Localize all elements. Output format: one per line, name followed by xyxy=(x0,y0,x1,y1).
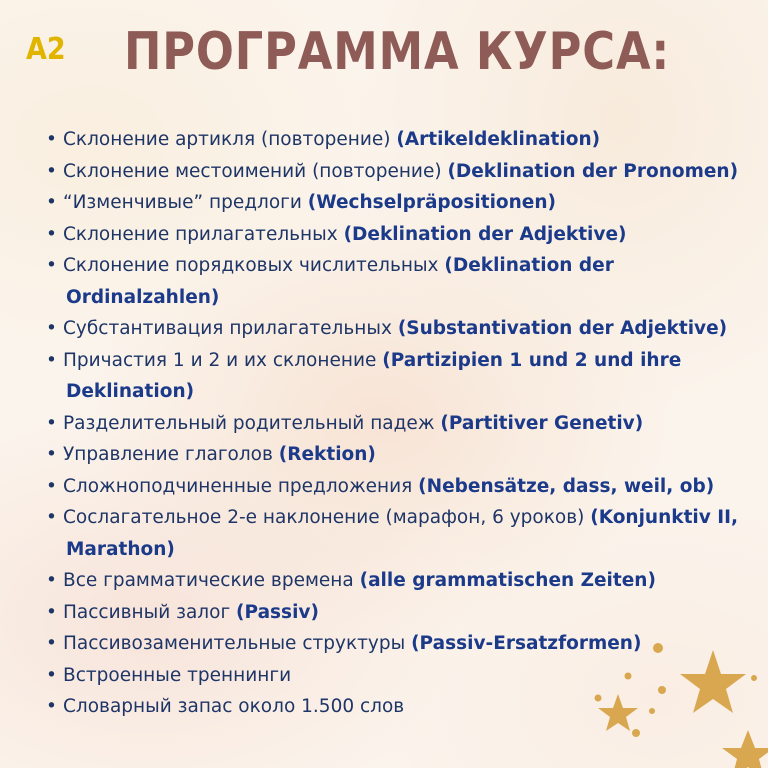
star-icon xyxy=(680,650,746,713)
topic-de: (Deklination der Adjektive) xyxy=(343,223,627,245)
topic-de: (Artikeldeklination) xyxy=(396,129,601,150)
topic-ru: Сослагательное 2-е наклонение (марафон, 6 уроков) xyxy=(63,507,591,528)
list-item xyxy=(46,124,756,156)
list-item xyxy=(46,439,756,471)
topic-ru: Разделительный родительный падеж xyxy=(63,412,441,434)
topic-ru: Пассивный залог xyxy=(63,601,237,623)
topic-ru: Управление глаголов xyxy=(63,444,279,465)
list-item xyxy=(46,313,756,345)
topic-de: (Deklination der xyxy=(444,255,614,276)
star-icon xyxy=(722,730,768,768)
topic-ru: Пассивозаменительные структуры xyxy=(63,633,412,654)
topic-de: (Rektion) xyxy=(278,444,376,465)
dot-icon xyxy=(751,675,757,681)
list-item xyxy=(46,187,756,219)
topic-ru: Склонение артикля (повторение) xyxy=(63,129,397,150)
star-icon xyxy=(598,694,638,731)
dot-icon xyxy=(649,708,655,714)
stars-decoration xyxy=(580,630,768,768)
topic-de: (Partizipien 1 und 2 und ihre xyxy=(382,349,682,371)
topic-de-continued: Marathon) xyxy=(66,538,175,560)
topic-de: (Substantivation der Adjektive) xyxy=(397,318,728,339)
page-title: ПРОГРАММА КУРСА: xyxy=(124,22,671,82)
topic-de-continued: Ordinalzahlen) xyxy=(66,286,220,308)
list-item xyxy=(46,345,756,408)
list-item xyxy=(46,250,756,313)
topic-ru: Склонение порядковых числительных xyxy=(63,255,445,276)
topic-ru: Встроенные треннинги xyxy=(63,664,292,686)
topic-ru: Словарный запас около 1.500 слов xyxy=(63,696,405,717)
topic-ru: Все грамматические времена xyxy=(63,570,360,591)
topic-de: (Nebensätze, dass, weil, ob) xyxy=(418,475,715,497)
topic-de: (Partitiver Genetiv) xyxy=(440,412,644,434)
topic-de: (Wechselpräpositionen) xyxy=(307,192,556,213)
topic-ru: Склонение прилагательных xyxy=(63,223,344,245)
dot-icon xyxy=(653,643,663,653)
topic-de: (Passiv-Ersatzformen) xyxy=(411,633,642,654)
dot-icon xyxy=(595,695,602,702)
list-item xyxy=(46,471,756,503)
topic-ru: Субстантивация прилагательных xyxy=(63,318,398,339)
topic-de: (Konjunktiv II, xyxy=(590,507,739,528)
list-item xyxy=(46,219,756,251)
topic-de-continued: Deklination) xyxy=(66,381,195,402)
dot-icon xyxy=(658,686,666,694)
list-item xyxy=(46,408,756,440)
dot-icon xyxy=(625,673,632,680)
topic-de: (alle grammatischen Zeiten) xyxy=(359,570,656,591)
list-item xyxy=(46,565,756,597)
dot-icon xyxy=(632,729,640,737)
topic-ru: Склонение местоимений (повторение) xyxy=(63,160,448,182)
topic-de: (Deklination der Pronomen) xyxy=(447,160,739,182)
list-item xyxy=(46,502,756,565)
level-badge: A2 xyxy=(26,32,66,67)
topic-ru: “Изменчивые” предлоги xyxy=(63,192,308,213)
list-item xyxy=(46,597,756,629)
topic-de: (Passiv) xyxy=(236,601,319,623)
list-item xyxy=(46,156,756,188)
topic-ru: Причастия 1 и 2 и их склонение xyxy=(63,349,383,371)
topic-ru: Сложноподчиненные предложения xyxy=(63,475,419,497)
